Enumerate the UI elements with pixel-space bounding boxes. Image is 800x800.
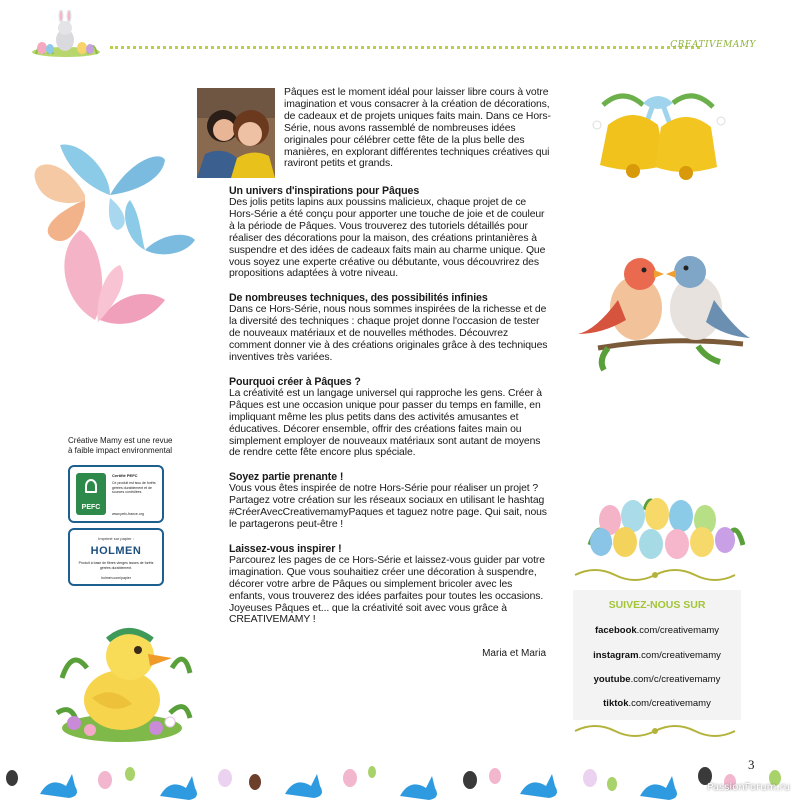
bunny-eggs-illustration <box>28 10 103 63</box>
section <box>229 543 551 626</box>
article-body <box>229 185 551 638</box>
footer-pattern <box>0 758 800 800</box>
section-heading: Pourquoi créer à Pâques ? <box>229 375 361 388</box>
eco-note: Créative Mamy est une revue à faible impact environmental <box>68 436 173 455</box>
intro-paragraph: Pâques est le moment idéal pour laisser libre cours à votre imagination et vous consacrer à la création de décorations, de cadeaux et de projets uniques faits main. Dans ce Hors-Série, nous avons rassemblé de nombreuses idées originales pour célébrer cette fête de la plus belle des manières, en explorant différentes techniques créatives qui raviront petits et grands. <box>284 87 551 170</box>
pefc-certified: Certifié PEFC <box>112 473 138 478</box>
ornament-swirl-top <box>570 566 740 589</box>
instagram-link[interactable]: instagram.com/creativemamy <box>593 650 721 661</box>
social-panel <box>573 590 741 720</box>
pefc-logo-icon: PEFC <box>76 473 106 515</box>
section-body: Dans ce Hors-Série, nous nous sommes inspirées de la richesse et de la diversité des techniques : chaque projet donne l'occasion de tester de nouveaux matériaux et de nouvelles méthodes. Découvrez comment donner vie à des créations originales grâce à des techniques inventives très variées. <box>229 304 548 363</box>
duckling-illustration <box>52 618 194 751</box>
section-body: Parcourez les pages de ce Hors-Série et laissez-vous guider par votre imagination. Que vous souhaitiez créer une décoration à suspendre, décorer votre arbre de Pâques ou simplement bricoler avec les enfants, vous trouverez des idées parfaites pour toutes les occasions. Joyeuses Pâques et... que la créativité soit avec vous grâce à CREATIVEMAMY ! <box>229 554 545 626</box>
facebook-link[interactable]: facebook.com/creativemamy <box>594 625 720 636</box>
pefc-badge <box>68 465 164 523</box>
watermark: PassionForum.ru <box>707 782 790 793</box>
birds-illustration <box>578 250 753 385</box>
tiktok-link[interactable]: tiktok.com/creativemamy <box>603 698 711 709</box>
section-heading: De nombreuses techniques, des possibilités infinies <box>229 292 488 305</box>
holmen-description: Produit à base de fibres vierges issues de forêts gérées durablement. <box>78 561 154 570</box>
signature: Maria et Maria <box>482 648 546 659</box>
section-body: La créativité est un langage universel qui rapproche les gens. Créer à Pâques est une occasion unique pour passer du temps en famille, en impliquant même les plus petits dans des activités amusantes et éducatives. Décorer ensemble, offrir des créations faites main ou simplement employer de nouveaux matériaux sont autant de moyens de rendre cette fête encore plus spéciale. <box>229 387 542 459</box>
authors-photo <box>197 88 275 178</box>
youtube-link[interactable]: youtube.com/c/creativemamy <box>593 674 721 685</box>
header-dotted-rule <box>110 46 700 49</box>
social-heading: SUIVEZ-NOUS SUR <box>608 599 706 611</box>
section-body: Vous vous êtes inspirée de notre Hors-Série pour réaliser un projet ? Partagez votre création sur les réseaux sociaux en utilisant le hashtag #CréerAvecCreativemamyPaques et taguez notre page. Qui sait, nous le partagerons peut-être ! <box>229 483 547 531</box>
holmen-logo: HOLMEN <box>90 545 142 557</box>
brand-name: CREATIVEMAMY <box>670 40 756 50</box>
butterflies-illustration <box>0 140 200 340</box>
holmen-badge <box>68 528 164 586</box>
section-heading: Soyez partie prenante ! <box>229 471 344 484</box>
section <box>229 185 551 280</box>
pefc-site: www.pefc-france.org <box>112 512 144 516</box>
section <box>229 292 551 364</box>
holmen-site: holmen.com/papier <box>101 576 131 580</box>
section <box>229 471 551 531</box>
section-body: Des jolis petits lapins aux poussins malicieux, chaque projet de ce Hors-Série a été conçu pour apporter une touche de joie et de couleur à la période de Pâques. Vous trouverez des tutoriels détaillés pour réaliser des décorations pour la maison, des créations printanières à suspendre et des idées de cadeaux faits main au charme unique. Que vous soyez une experte créative ou débutante, vous découvrirez des propositions adaptées à votre niveau. <box>229 197 546 280</box>
holmen-printed-on: Imprimé sur papier : <box>98 536 134 541</box>
section-heading: Laissez-vous inspirer ! <box>229 542 342 555</box>
ornament-swirl-bottom <box>570 722 740 745</box>
easter-eggs-illustration <box>585 490 745 570</box>
section-heading: Un univers d'inspirations pour Pâques <box>229 185 420 197</box>
section <box>229 376 551 459</box>
easter-bells-illustration <box>583 85 733 195</box>
pefc-description: Ce produit est issu de forêts gérées durablement et de sources contrôlées <box>112 481 156 494</box>
page-number: 3 <box>748 757 755 772</box>
